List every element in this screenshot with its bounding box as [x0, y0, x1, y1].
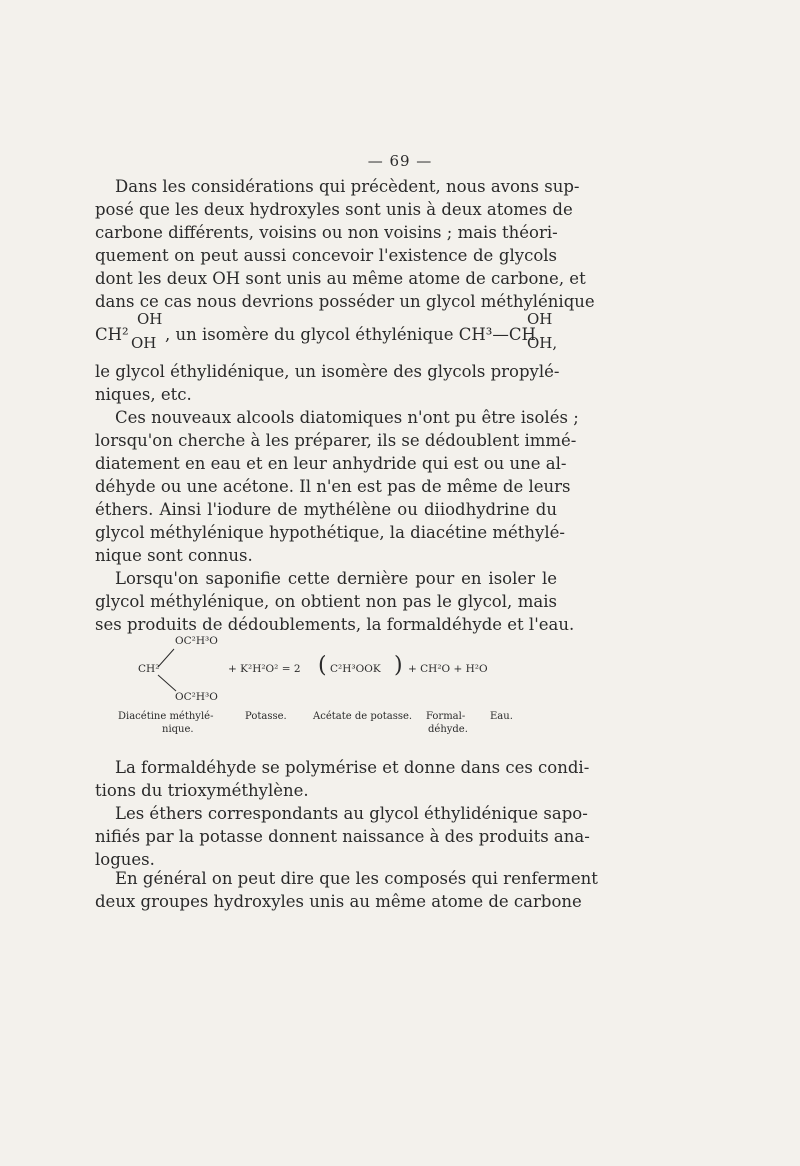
text-line: lorsqu'on cherche à les préparer, ils se dédoublent immé- — [95, 431, 577, 450]
text-line: posé que les deux hydroxyles sont unis à deux atomes de — [95, 200, 573, 219]
chemical-equation — [118, 635, 550, 755]
eq-paren-open: ( — [318, 653, 327, 678]
paragraph-2 — [95, 406, 579, 567]
text-line: diatement en eau et en leur anhydride qui est ou une al- — [95, 454, 567, 473]
formula-oh-top: OH — [137, 310, 163, 328]
formula-oh-bottom-right: OH, — [527, 334, 558, 352]
eq-reagent: + K²H²O² = 2 — [228, 663, 301, 675]
text-line: le glycol éthylidénique, un isomère des glycols propylé- — [95, 362, 560, 381]
text-line: Lorsqu'on saponifie cette dernière pour en isoler le — [115, 569, 557, 588]
eq-caption-diacetine: Diacétine méthylé- — [118, 711, 214, 722]
paragraph-3 — [95, 567, 575, 636]
text-line: nifiés par la potasse donnent naissance à des produits ana- — [95, 827, 590, 846]
text-line: La formaldéhyde se polymérise et donne dans ces condi- — [115, 758, 590, 777]
text-line: niques, etc. — [95, 385, 192, 404]
text-line: logues. — [95, 850, 155, 869]
eq-caption-formaldehyde-2: déhyde. — [428, 724, 468, 735]
eq-caption-formaldehyde: Formal- — [426, 711, 466, 722]
paragraph-6 — [95, 867, 598, 913]
text-line: éthers. Ainsi l'iodure de mythélène ou diiodhydrine du — [95, 500, 557, 519]
paragraph-4 — [95, 756, 590, 802]
text-line: En général on peut dire que les composés qui renferment — [115, 869, 598, 888]
eq-caption-potasse: Potasse. — [245, 711, 287, 722]
text-line: glycol méthylénique, on obtient non pas le glycol, mais — [95, 592, 557, 611]
eq-bottom-group: OC²H³O — [175, 691, 218, 703]
formula-ch2: CH² — [95, 325, 129, 344]
eq-caption-acetate: Acétate de potasse. — [313, 711, 413, 722]
formula-line — [95, 312, 557, 360]
text-line: ses produits de dédoublements, la formaldéhyde et l'eau. — [95, 615, 575, 634]
formula-oh-top-right: OH — [527, 310, 553, 328]
formula-middle-text: , un isomère du glycol éthylénique CH³—CH — [165, 325, 536, 344]
eq-product: C²H³OOK — [330, 663, 381, 675]
text-line: quement on peut aussi concevoir l'existence de glycols — [95, 246, 557, 265]
text-line: Dans les considérations qui précèdent, nous avons sup- — [115, 177, 580, 196]
text-line: carbone différents, voisins ou non voisins ; mais théori- — [95, 223, 558, 242]
eq-caption-diacetine-2: nique. — [162, 724, 194, 735]
eq-ch2: CH² — [138, 663, 160, 675]
paragraph-5 — [95, 802, 590, 871]
text-line: Ces nouveaux alcools diatomiques n'ont pu être isolés ; — [115, 408, 579, 427]
eq-caption-eau: Eau. — [490, 711, 513, 722]
text-line: glycol méthylénique hypothétique, la diacétine méthylé- — [95, 523, 566, 542]
text-line: tions du trioxyméthylène. — [95, 781, 309, 800]
text-line: déhyde ou une acétone. Il n'en est pas de même de leurs — [95, 477, 571, 496]
eq-rest: + CH²O + H²O — [408, 663, 488, 675]
eq-top-group: OC²H³O — [175, 635, 218, 647]
text-line: deux groupes hydroxyles unis au même atome de carbone — [95, 892, 582, 911]
text-line: dont les deux OH sont unis au même atome de carbone, et — [95, 269, 586, 288]
paragraph-1-end — [95, 360, 560, 406]
eq-paren-close: ) — [394, 653, 403, 678]
text-line: Les éthers correspondants au glycol éthylidénique sapo- — [115, 804, 588, 823]
formula-oh-bottom: OH — [131, 334, 157, 352]
page-number: — 69 — — [367, 152, 433, 170]
text-line: dans ce cas nous devrions posséder un glycol méthylénique — [95, 292, 595, 311]
paragraph-1 — [95, 175, 595, 313]
text-line: nique sont connus. — [95, 546, 253, 565]
